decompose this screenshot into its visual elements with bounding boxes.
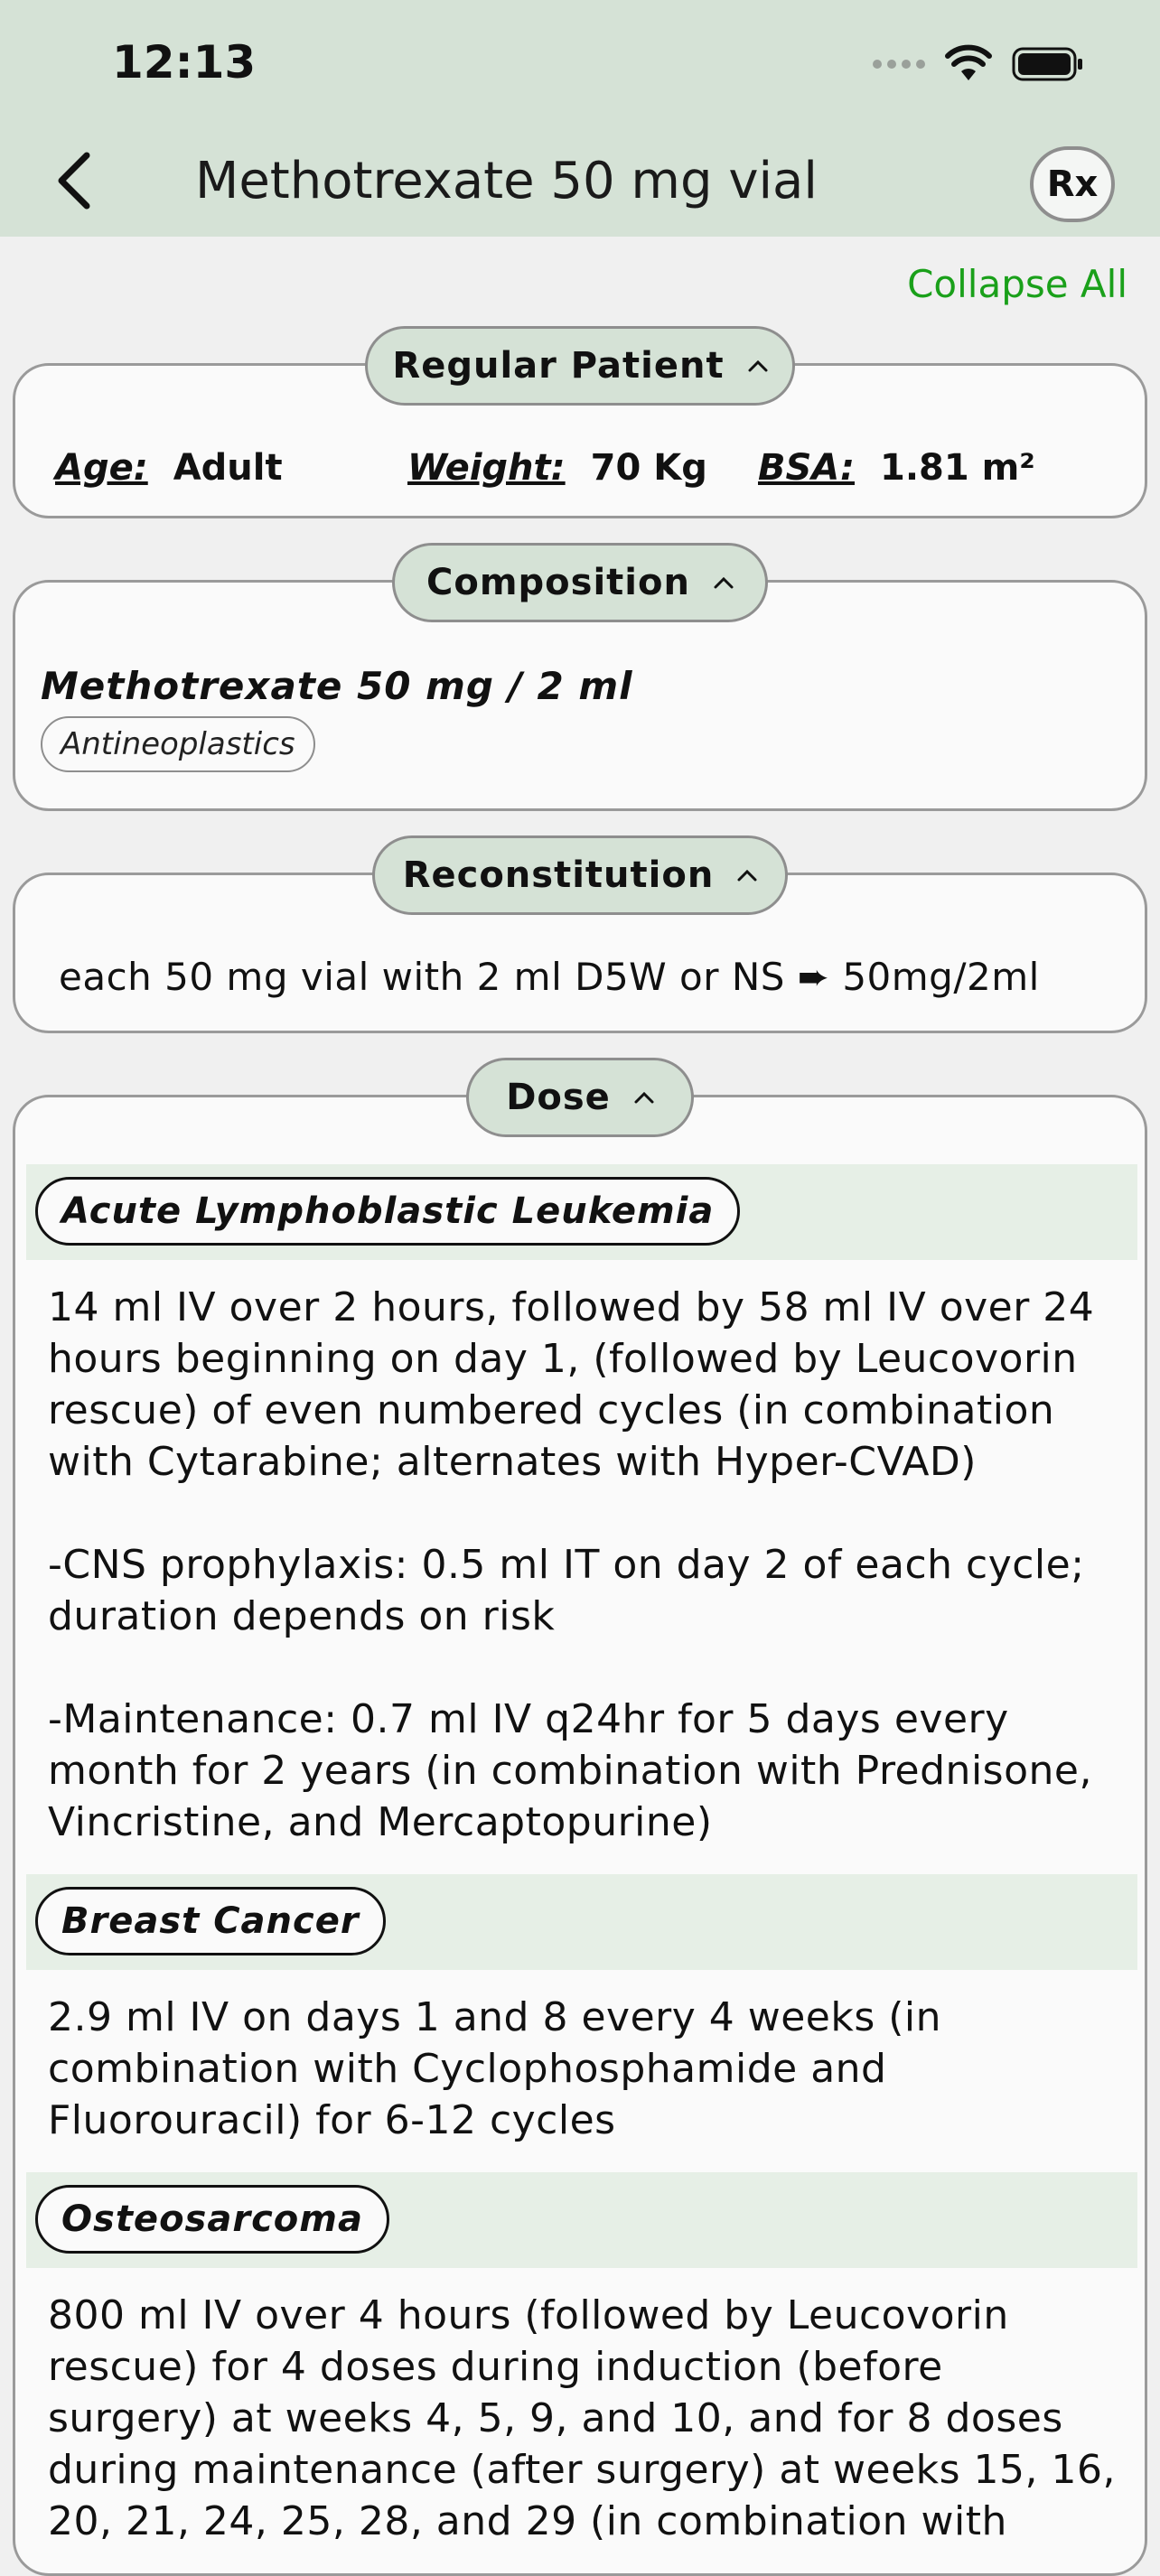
indication-name: Osteosarcoma [35,2185,389,2254]
collapse-all-button[interactable]: Collapse All [907,262,1127,306]
chevron-up-icon [634,1091,654,1104]
chevron-up-icon [737,869,757,882]
reconstitution-label: Reconstitution [402,854,715,896]
regular-patient-toggle[interactable] [365,326,795,406]
back-button[interactable] [47,145,101,217]
app-header [0,0,1160,237]
weight-value: 70 Kg [590,447,707,489]
dose-card [13,1095,1147,2576]
wifi-icon [945,46,992,82]
indication-header [26,1164,1137,1260]
bsa-label: BSA: [758,447,855,489]
dose-text: 800 ml IV over 4 hours (followed by Leucovorin rescue) for 4 doses during induction (before surgery) at weeks 4, 5, 9, and 10, and for 8 doses during maintenance (after surgery) at weeks 15, 16, 20, 21, 24, 25, 28, and 29 (in combination with [48,2292,1116,2544]
chevron-up-icon [748,359,768,372]
composition-name: Methotrexate 50 mg / 2 ml [41,664,633,708]
chevron-up-icon [714,576,734,589]
indication-header [26,2172,1137,2268]
status-icons [873,42,1084,87]
age-field [55,447,283,489]
regular-patient-label: Regular Patient [392,345,725,387]
dose-label: Dose [506,1077,611,1118]
composition-toggle[interactable] [392,543,768,622]
rx-button[interactable]: Rx [1030,146,1115,222]
status-time: 12:13 [112,36,257,89]
reconstitution-toggle[interactable] [372,835,788,915]
bsa-field [758,447,1035,489]
bsa-value: 1.81 m² [880,447,1035,489]
age-value: Adult [173,447,283,489]
battery-icon [1012,47,1084,81]
weight-label: Weight: [407,447,566,489]
indication-name: Acute Lymphoblastic Leukemia [35,1177,740,1246]
age-label: Age: [55,447,148,489]
cellular-signal-icon [873,60,925,69]
dose-toggle[interactable] [466,1058,694,1137]
dose-text: 2.9 ml IV on days 1 and 8 every 4 weeks (in combination with Cyclophosphamide and Fluorouracil) for 6-12 cycles [48,1994,942,2143]
indication-name: Breast Cancer [35,1887,386,1955]
reconstitution-text: each 50 mg vial with 2 ml D5W or NS ➨ 50mg/2ml [59,955,1040,999]
composition-label: Composition [426,562,690,603]
chevron-left-icon [56,152,92,210]
weight-field [407,447,707,489]
drug-class-tag: Antineoplastics [41,716,315,772]
page-title: Methotrexate 50 mg vial [195,152,818,210]
indication-header [26,1874,1137,1970]
dose-text: 14 ml IV over 2 hours, followed by 58 ml IV over 24 hours beginning on day 1, (followed by Leucovorin rescue) of even numbered cycles (in combination with Cytarabine; alternates with Hyper-CVAD) -CNS prophylaxis: 0.5 ml IT on day 2 of each cycle; duration depends on risk -Maintenance: 0.7 ml IV q24hr for 5 days every month for 2 years (in combination with Prednisone, Vincristine, and Mercaptopurine) [48,1284,1095,1845]
